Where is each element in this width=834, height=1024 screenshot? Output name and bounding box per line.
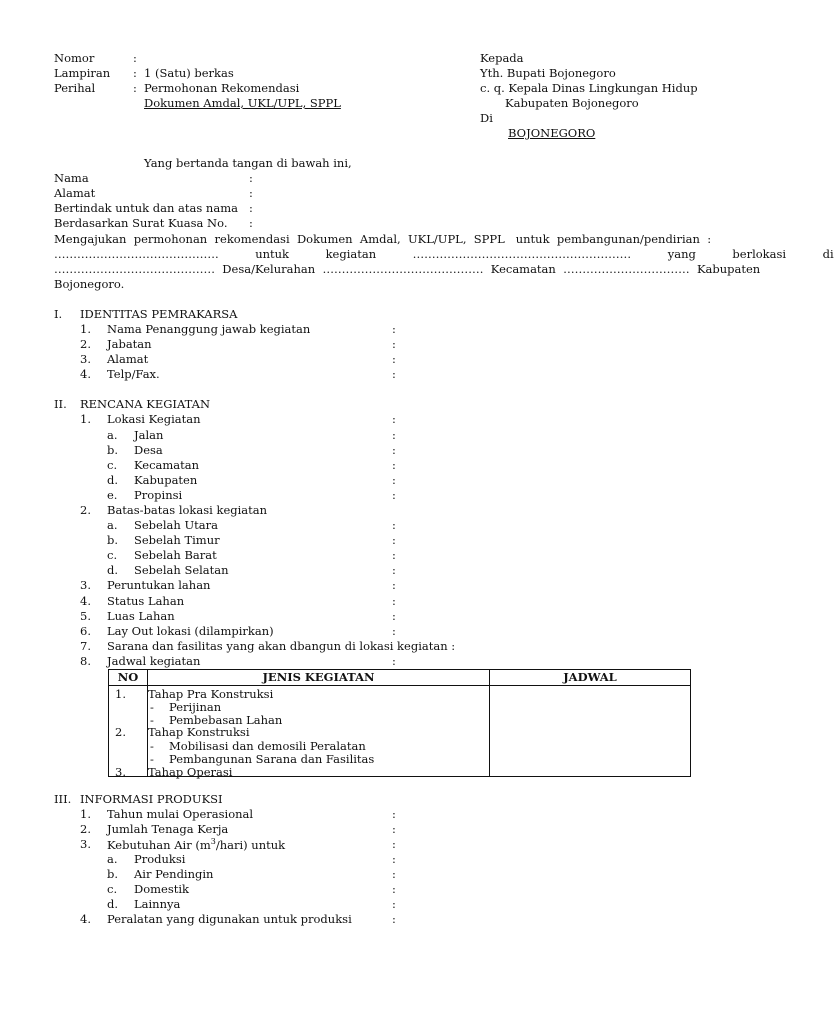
section-3-roman: III. [54,792,72,806]
s1-item-1-num: 1. [80,322,91,336]
section-2-roman: II. [54,397,67,411]
perihal-value-line2: Dokumen Amdal, UKL/UPL, SPPL [144,96,341,110]
s3-air-a-label: Produksi [134,852,186,866]
s2-item-7-num: 7. [80,639,91,653]
s2-item-3-colon: : [392,578,396,592]
s2-lokasi-a-num: a. [107,428,118,442]
s1-item-4-num: 4. [80,367,91,381]
recipient-kabupaten: Kabupaten Bojonegoro [505,96,639,110]
s2-item-6-colon: : [392,624,396,638]
s2-batas-a-num: a. [107,518,118,532]
s2-lokasi-label: Lokasi Kegiatan [107,412,201,426]
s2-lokasi-c-num: c. [107,458,118,472]
s3-air-b-colon: : [392,867,396,881]
s3-item-1-label: Tahun mulai Operasional [107,807,254,821]
s2-lokasi-b-colon: : [392,443,396,457]
paragraph-line-3: …………………………………… Desa/Kelurahan …………………………………… Kecamatan …………………………… Kabupaten [54,262,761,276]
s2-lokasi-colon: : [392,412,396,426]
s2-lokasi-b-num: b. [107,443,119,457]
lampiran-value: 1 (Satu) berkas [144,66,234,80]
s2-lokasi-num: 1. [80,412,91,426]
schedule-row-5-text: Mobilisasi dan demosili Peralatan [169,739,366,753]
schedule-row-2-dash: - [150,700,154,714]
s3-air-d-num: d. [107,897,119,911]
schedule-row-7-text: Tahap Operasi [148,765,233,779]
s2-item-4-label: Status Lahan [107,594,185,608]
s3-air-c-num: c. [107,882,118,896]
section-1-roman: I. [54,307,63,321]
s2-batas-c-label: Sebelah Barat [134,548,217,562]
s3-item-4-label: Peralatan yang digunakan untuk produksi [107,912,352,926]
schedule-row-3-text: Pembebasan Lahan [169,713,283,727]
schedule-no-cell [109,686,148,777]
field-nama-label: Nama [54,171,89,185]
paragraph-line-1: Mengajukan permohonan rekomendasi Dokumen Amdal, UKL/UPL, SPPL untuk pembangunan/pendirian : [54,232,712,246]
s1-item-3-num: 3. [80,352,91,366]
s3-air-a-num: a. [107,852,118,866]
s2-item-5-num: 5. [80,609,91,623]
s2-item-4-colon: : [392,594,396,608]
s3-item-3-label [107,837,285,852]
schedule-table [108,669,691,777]
s1-item-3-colon: : [392,352,396,366]
s3-air-c-colon: : [392,882,396,896]
s2-batas-num: 2. [80,503,91,517]
paragraph-line-4: Bojonegoro. [54,277,125,291]
nomor-colon: : [133,51,137,65]
s3-item-4-num: 4. [80,912,91,926]
s3-item-3-label-sup: 3 [210,837,216,846]
s2-item-8-num: 8. [80,654,91,668]
schedule-row-4-text: Tahap Konstruksi [148,725,250,739]
field-surat-kuasa-label: Berdasarkan Surat Kuasa No. [54,216,228,230]
schedule-header-jenis: JENIS KEGIATAN [148,670,490,686]
recipient-bupati: Yth. Bupati Bojonegoro [480,66,616,80]
nomor-label: Nomor [54,51,95,65]
s2-item-5-colon: : [392,609,396,623]
kepada-label: Kepada [480,51,524,65]
lampiran-label: Lampiran [54,66,111,80]
s3-air-c-label: Domestik [134,882,190,896]
section-2-title: RENCANA KEGIATAN [80,397,211,411]
schedule-row-1-text: Tahap Pra Konstruksi [148,687,274,701]
section-1-title: IDENTITAS PEMRAKARSA [80,307,238,321]
s3-air-b-label: Air Pendingin [134,867,214,881]
field-surat-kuasa-colon: : [249,216,253,230]
schedule-row-4-no: 2. [115,725,126,739]
di-label: Di [480,111,493,125]
intro-text: Yang bertanda tangan di bawah ini, [144,156,352,170]
schedule-row-1-no: 1. [115,687,126,701]
schedule-row-6-text: Pembangunan Sarana dan Fasilitas [169,752,375,766]
lampiran-colon: : [133,66,137,80]
schedule-header-row [109,670,691,686]
s2-batas-c-colon: : [392,548,396,562]
s2-batas-d-colon: : [392,563,396,577]
schedule-header-jadwal: JADWAL [490,670,691,686]
s2-lokasi-d-num: d. [107,473,119,487]
s3-air-a-colon: : [392,852,396,866]
schedule-header-no: NO [109,670,148,686]
field-bertindak-label: Bertindak untuk dan atas nama [54,201,238,215]
schedule-row-7-no: 3. [115,765,126,779]
s1-item-4-label: Telp/Fax. [107,367,160,381]
s2-lokasi-d-label: Kabupaten [134,473,198,487]
s2-lokasi-a-colon: : [392,428,396,442]
s1-item-2-colon: : [392,337,396,351]
s2-batas-c-num: c. [107,548,118,562]
s3-air-d-label: Lainnya [134,897,181,911]
s2-lokasi-b-label: Desa [134,443,163,457]
s3-air-b-num: b. [107,867,119,881]
schedule-jenis-cell [148,686,490,777]
s2-item-7-label: Sarana dan fasilitas yang akan dbangun di lokasi kegiatan : [107,639,456,653]
s2-item-6-label: Lay Out lokasi (dilampirkan) [107,624,274,638]
schedule-row-3-dash: - [150,713,154,727]
field-nama-colon: : [249,171,253,185]
s2-batas-a-label: Sebelah Utara [134,518,218,532]
perihal-colon: : [133,81,137,95]
s2-batas-b-label: Sebelah Timur [134,533,220,547]
s1-item-1-colon: : [392,322,396,336]
s2-lokasi-d-colon: : [392,473,396,487]
s2-batas-b-colon: : [392,533,396,547]
schedule-body-row [109,686,691,777]
s2-lokasi-e-num: e. [107,488,118,502]
field-alamat-label: Alamat [54,186,96,200]
recipient-kepala-dinas: c. q. Kepala Dinas Lingkungan Hidup [480,81,698,95]
s3-item-2-colon: : [392,822,396,836]
s2-item-6-num: 6. [80,624,91,638]
s2-batas-label: Batas-batas lokasi kegiatan [107,503,268,517]
field-alamat-colon: : [249,186,253,200]
s2-item-3-label: Peruntukan lahan [107,578,211,592]
s2-batas-a-colon: : [392,518,396,532]
section-3-title: INFORMASI PRODUKSI [80,792,223,806]
recipient-city: BOJONEGORO [508,126,596,140]
s3-item-1-num: 1. [80,807,91,821]
paragraph-line-2: ……………………………………. untuk kegiatan ………………………………………………… yang berlokasi di [54,247,834,261]
schedule-row-5-dash: - [150,739,154,753]
s2-lokasi-c-label: Kecamatan [134,458,200,472]
s3-item-2-num: 2. [80,822,91,836]
s2-batas-d-label: Sebelah Selatan [134,563,229,577]
s2-item-8-colon: : [392,654,396,668]
s2-lokasi-c-colon: : [392,458,396,472]
s3-item-1-colon: : [392,807,396,821]
perihal-value: Permohonan Rekomendasi [144,81,300,95]
schedule-row-2-text: Perijinan [169,700,222,714]
perihal-label: Perihal [54,81,96,95]
s2-item-5-label: Luas Lahan [107,609,175,623]
s1-item-2-num: 2. [80,337,91,351]
s3-item-3-num: 3. [80,837,91,851]
s2-batas-b-num: b. [107,533,119,547]
s1-item-1-label: Nama Penanggung jawab kegiatan [107,322,311,336]
s3-item-3-colon: : [392,837,396,851]
s2-item-3-num: 3. [80,578,91,592]
s1-item-4-colon: : [392,367,396,381]
schedule-row-6-dash: - [150,752,154,766]
s2-item-8-label: Jadwal kegiatan [107,654,201,668]
s2-lokasi-e-label: Propinsi [134,488,183,502]
s3-item-3-label-pre: Kebutuhan Air (m [107,837,211,852]
s3-item-2-label: Jumlah Tenaga Kerja [107,822,229,836]
s1-item-3-label: Alamat [107,352,149,366]
s1-item-2-label: Jabatan [107,337,152,351]
s3-item-4-colon: : [392,912,396,926]
field-bertindak-colon: : [249,201,253,215]
s2-lokasi-e-colon: : [392,488,396,502]
s3-air-d-colon: : [392,897,396,911]
s2-batas-d-num: d. [107,563,119,577]
s2-lokasi-a-label: Jalan [134,428,164,442]
schedule-jadwal-cell [490,686,691,777]
s2-item-4-num: 4. [80,594,91,608]
s3-item-3-label-post: /hari) untuk [215,837,286,852]
